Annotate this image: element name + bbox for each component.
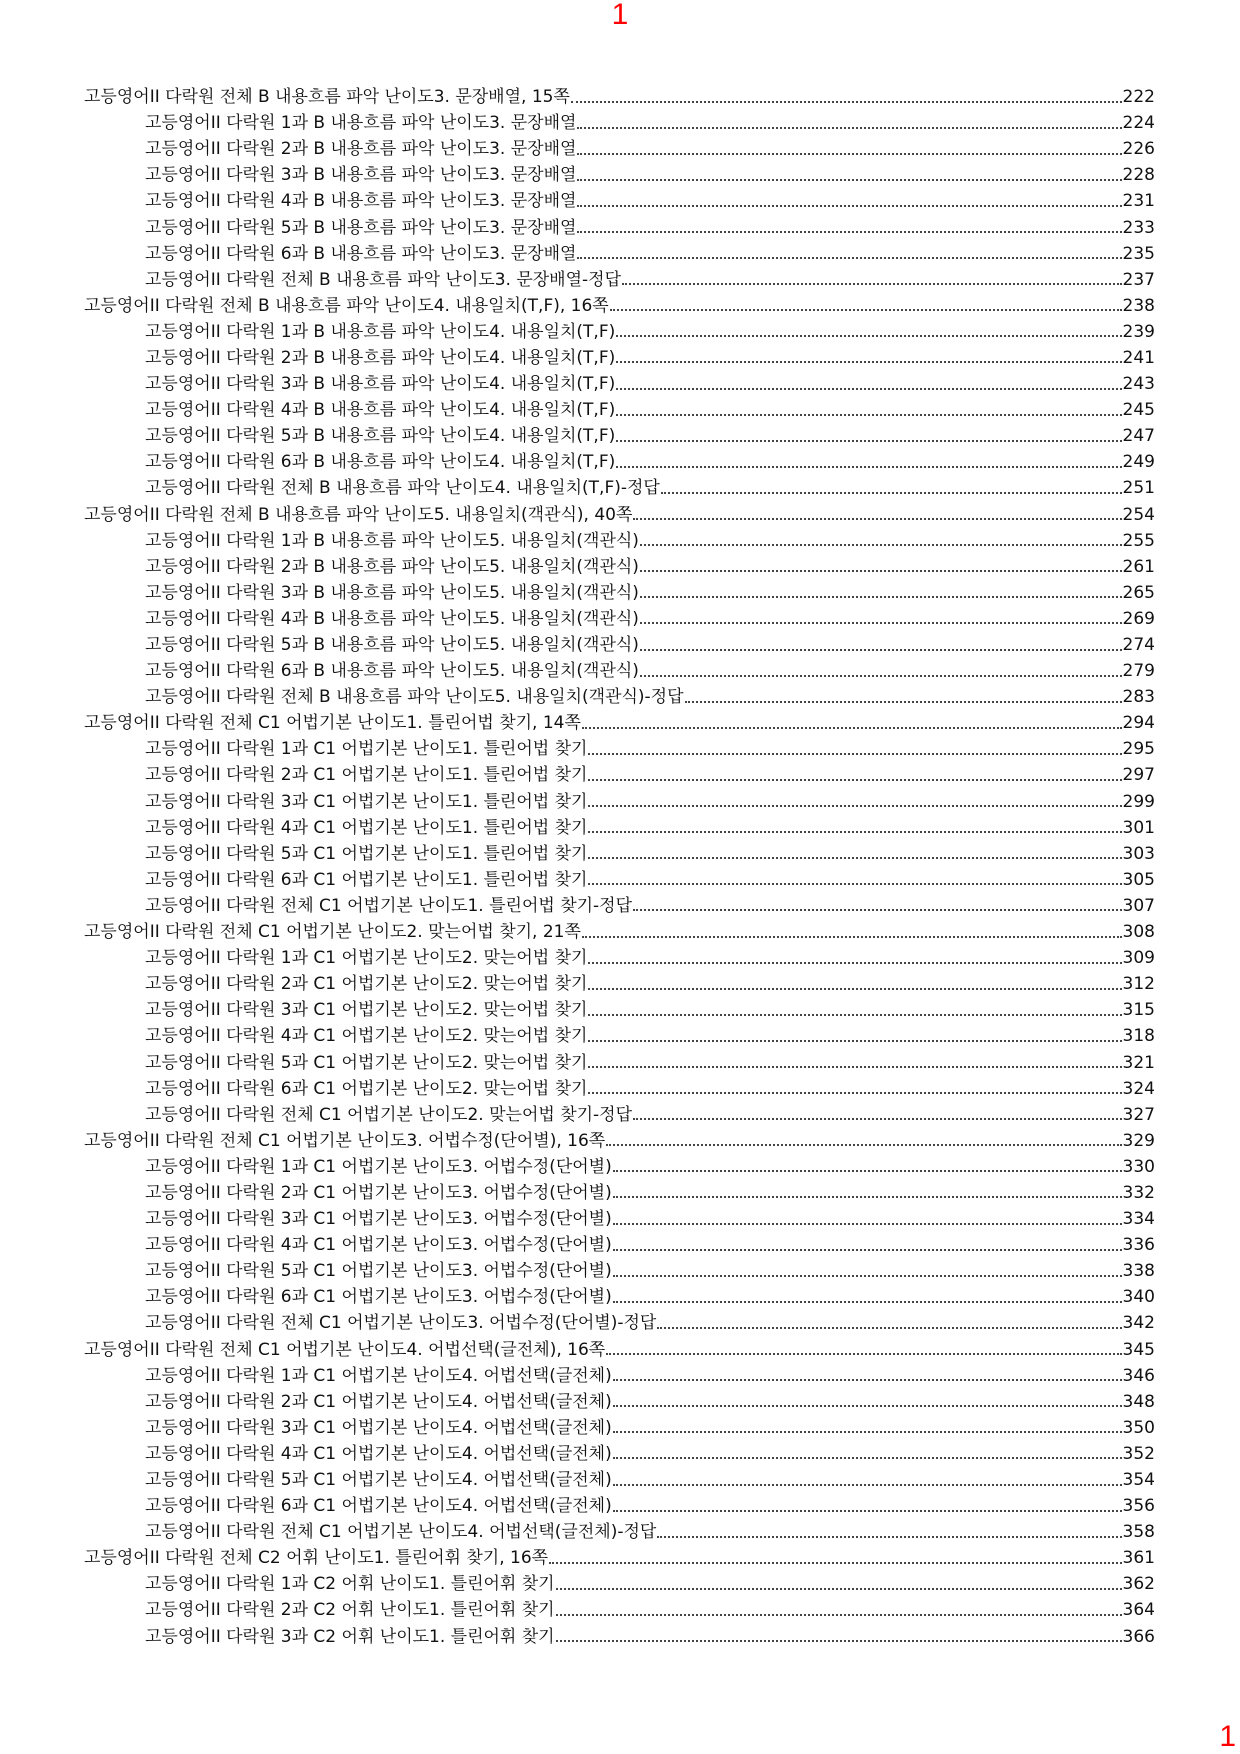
dot-leader bbox=[613, 1169, 1122, 1172]
toc-entry-title: 고등영어II 다락원 4과 B 내용흐름 파악 난이도3. 문장배열 bbox=[145, 191, 577, 212]
dot-leader bbox=[616, 334, 1121, 337]
toc-entry-page-number: 332 bbox=[1122, 1182, 1155, 1203]
toc-subentry[interactable] bbox=[0, 1415, 1240, 1441]
toc-entry-title: 고등영어II 다락원 전체 C1 어법기본 난이도4. 어법선택(글전체), 16쪽 bbox=[84, 1339, 606, 1360]
dot-leader bbox=[588, 987, 1121, 990]
dot-leader bbox=[616, 387, 1121, 390]
toc-section-entry[interactable] bbox=[0, 502, 1240, 528]
dot-leader bbox=[613, 1378, 1122, 1381]
dot-leader bbox=[616, 439, 1121, 442]
dot-leader bbox=[588, 1039, 1121, 1042]
toc-entry-title: 고등영어II 다락원 3과 C1 어법기본 난이도1. 틀린어법 찾기 bbox=[145, 791, 588, 812]
toc-entry-title: 고등영어II 다락원 5과 C1 어법기본 난이도1. 틀린어법 찾기 bbox=[145, 843, 588, 864]
toc-entry-title: 고등영어II 다락원 전체 C1 어법기본 난이도3. 어법수정(단어별), 16쪽 bbox=[84, 1130, 606, 1151]
toc-entry-page-number: 329 bbox=[1122, 1130, 1155, 1151]
toc-entry-title: 고등영어II 다락원 2과 C1 어법기본 난이도3. 어법수정(단어별) bbox=[145, 1182, 612, 1203]
toc-subentry[interactable] bbox=[0, 1206, 1240, 1232]
toc-entry-page-number: 239 bbox=[1122, 321, 1155, 342]
dot-leader bbox=[613, 1274, 1122, 1277]
toc-subentry[interactable] bbox=[0, 893, 1240, 919]
toc-subentry[interactable] bbox=[0, 267, 1240, 293]
toc-subentry[interactable] bbox=[0, 1023, 1240, 1049]
toc-subentry[interactable] bbox=[0, 841, 1240, 867]
toc-entry-page-number: 297 bbox=[1122, 765, 1155, 786]
toc-entry-title: 고등영어II 다락원 1과 B 내용흐름 파악 난이도4. 내용일치(T,F) bbox=[145, 321, 616, 342]
toc-entry-title: 고등영어II 다락원 전체 C1 어법기본 난이도1. 틀린어법 찾기-정답 bbox=[145, 895, 633, 916]
toc-entry-page-number: 247 bbox=[1122, 426, 1155, 447]
toc-entry-page-number: 301 bbox=[1122, 817, 1155, 838]
toc-entry-page-number: 361 bbox=[1122, 1548, 1155, 1569]
toc-entry-page-number: 274 bbox=[1122, 635, 1155, 656]
toc-subentry[interactable] bbox=[0, 945, 1240, 971]
toc-entry-title: 고등영어II 다락원 5과 B 내용흐름 파악 난이도5. 내용일치(객관식) bbox=[145, 635, 639, 656]
dot-leader bbox=[616, 360, 1121, 363]
toc-subentry[interactable] bbox=[0, 188, 1240, 214]
dot-leader bbox=[606, 1143, 1121, 1146]
toc-subentry[interactable] bbox=[0, 1284, 1240, 1310]
dot-leader bbox=[633, 517, 1121, 520]
toc-entry-title: 고등영어II 다락원 2과 C2 어휘 난이도1. 틀린어휘 찾기 bbox=[145, 1600, 555, 1621]
dot-leader bbox=[613, 1430, 1122, 1433]
toc-entry-page-number: 251 bbox=[1122, 478, 1155, 499]
toc-entry-title: 고등영어II 다락원 전체 C1 어법기본 난이도3. 어법수정(단어별)-정답 bbox=[145, 1313, 657, 1334]
toc-entry-page-number: 283 bbox=[1122, 687, 1155, 708]
toc-subentry[interactable] bbox=[0, 423, 1240, 449]
toc-subentry[interactable] bbox=[0, 371, 1240, 397]
toc-entry-title: 고등영어II 다락원 5과 C1 어법기본 난이도3. 어법수정(단어별) bbox=[145, 1261, 612, 1282]
toc-entry-page-number: 327 bbox=[1122, 1104, 1155, 1125]
toc-entry-page-number: 245 bbox=[1122, 400, 1155, 421]
toc-section-entry[interactable] bbox=[0, 1337, 1240, 1363]
dot-leader bbox=[661, 491, 1122, 494]
dot-leader bbox=[588, 804, 1121, 807]
toc-entry-title: 고등영어II 다락원 4과 C1 어법기본 난이도4. 어법선택(글전체) bbox=[145, 1443, 612, 1464]
toc-subentry[interactable] bbox=[0, 1441, 1240, 1467]
toc-entry-page-number: 336 bbox=[1122, 1235, 1155, 1256]
toc-subentry[interactable] bbox=[0, 1571, 1240, 1597]
dot-leader bbox=[588, 752, 1121, 755]
toc-entry-page-number: 308 bbox=[1122, 922, 1155, 943]
toc-subentry[interactable] bbox=[0, 1180, 1240, 1206]
toc-entry-page-number: 299 bbox=[1122, 791, 1155, 812]
dot-leader bbox=[640, 595, 1122, 598]
dot-leader bbox=[633, 1117, 1122, 1120]
toc-subentry[interactable] bbox=[0, 241, 1240, 267]
toc-entry-title: 고등영어II 다락원 5과 B 내용흐름 파악 난이도4. 내용일치(T,F) bbox=[145, 426, 616, 447]
dot-leader bbox=[588, 961, 1121, 964]
toc-entry-title: 고등영어II 다락원 3과 C1 어법기본 난이도4. 어법선택(글전체) bbox=[145, 1417, 612, 1438]
toc-entry-page-number: 261 bbox=[1122, 556, 1155, 577]
toc-entry-title: 고등영어II 다락원 1과 C1 어법기본 난이도3. 어법수정(단어별) bbox=[145, 1156, 612, 1177]
toc-entry-title: 고등영어II 다락원 3과 C1 어법기본 난이도2. 맞는어법 찾기 bbox=[145, 1000, 588, 1021]
toc-section-entry[interactable] bbox=[0, 710, 1240, 736]
dot-leader bbox=[640, 621, 1122, 624]
toc-subentry[interactable] bbox=[0, 1493, 1240, 1519]
toc-entry-title: 고등영어II 다락원 전체 B 내용흐름 파악 난이도5. 내용일치(객관식), 40쪽 bbox=[84, 504, 633, 525]
toc-entry-page-number: 358 bbox=[1122, 1522, 1155, 1543]
toc-entry-title: 고등영어II 다락원 2과 B 내용흐름 파악 난이도3. 문장배열 bbox=[145, 139, 577, 160]
toc-entry-page-number: 315 bbox=[1122, 1000, 1155, 1021]
toc-entry-title: 고등영어II 다락원 1과 C1 어법기본 난이도4. 어법선택(글전체) bbox=[145, 1365, 612, 1386]
dot-leader bbox=[588, 856, 1121, 859]
toc-entry-title: 고등영어II 다락원 2과 C1 어법기본 난이도4. 어법선택(글전체) bbox=[145, 1391, 612, 1412]
toc-subentry[interactable] bbox=[0, 1467, 1240, 1493]
dot-leader bbox=[613, 1404, 1122, 1407]
toc-entry-title: 고등영어II 다락원 6과 C1 어법기본 난이도3. 어법수정(단어별) bbox=[145, 1287, 612, 1308]
toc-entry-page-number: 362 bbox=[1122, 1574, 1155, 1595]
toc-subentry[interactable] bbox=[0, 736, 1240, 762]
toc-subentry[interactable] bbox=[0, 580, 1240, 606]
toc-entry-page-number: 334 bbox=[1122, 1209, 1155, 1230]
toc-entry-title: 고등영어II 다락원 전체 C1 어법기본 난이도2. 맞는어법 찾기-정답 bbox=[145, 1104, 633, 1125]
dot-leader bbox=[613, 1483, 1122, 1486]
toc-entry-title: 고등영어II 다락원 3과 C2 어휘 난이도1. 틀린어휘 찾기 bbox=[145, 1626, 555, 1647]
dot-leader bbox=[613, 1456, 1122, 1459]
toc-entry-title: 고등영어II 다락원 전체 B 내용흐름 파악 난이도3. 문장배열, 15쪽 bbox=[84, 87, 570, 108]
toc-subentry[interactable] bbox=[0, 1519, 1240, 1545]
toc-entry-title: 고등영어II 다락원 전체 B 내용흐름 파악 난이도4. 내용일치(T,F), 16쪽 bbox=[84, 295, 609, 316]
dot-leader bbox=[613, 1248, 1122, 1251]
toc-subentry[interactable] bbox=[0, 110, 1240, 136]
toc-entry-page-number: 309 bbox=[1122, 948, 1155, 969]
dot-leader bbox=[577, 256, 1121, 259]
toc-section-entry[interactable] bbox=[0, 293, 1240, 319]
dot-leader bbox=[657, 1535, 1121, 1538]
dot-leader bbox=[582, 726, 1122, 729]
dot-leader bbox=[556, 1613, 1122, 1616]
toc-subentry[interactable] bbox=[0, 815, 1240, 841]
toc-entry-title: 고등영어II 다락원 6과 C1 어법기본 난이도2. 맞는어법 찾기 bbox=[145, 1078, 588, 1099]
toc-entry-title: 고등영어II 다락원 전체 C1 어법기본 난이도2. 맞는어법 찾기, 21쪽 bbox=[84, 922, 581, 943]
dot-leader bbox=[610, 308, 1122, 311]
toc-entry-title: 고등영어II 다락원 1과 B 내용흐름 파악 난이도5. 내용일치(객관식) bbox=[145, 530, 639, 551]
dot-leader bbox=[622, 282, 1122, 285]
dot-leader bbox=[588, 1013, 1121, 1016]
toc-entry-title: 고등영어II 다락원 5과 C1 어법기본 난이도2. 맞는어법 찾기 bbox=[145, 1052, 588, 1073]
dot-leader bbox=[571, 100, 1122, 103]
table-of-contents bbox=[0, 84, 1240, 1650]
toc-entry-page-number: 312 bbox=[1122, 974, 1155, 995]
toc-entry-page-number: 294 bbox=[1122, 713, 1155, 734]
dot-leader bbox=[556, 1587, 1122, 1590]
toc-entry-page-number: 226 bbox=[1122, 139, 1155, 160]
toc-entry-title: 고등영어II 다락원 6과 B 내용흐름 파악 난이도4. 내용일치(T,F) bbox=[145, 452, 616, 473]
toc-entry-page-number: 233 bbox=[1122, 217, 1155, 238]
dot-leader bbox=[606, 1352, 1121, 1355]
dot-leader bbox=[577, 230, 1121, 233]
toc-subentry[interactable] bbox=[0, 1597, 1240, 1623]
toc-section-entry[interactable] bbox=[0, 1545, 1240, 1571]
toc-entry-title: 고등영어II 다락원 4과 C1 어법기본 난이도3. 어법수정(단어별) bbox=[145, 1235, 612, 1256]
dot-leader bbox=[549, 1561, 1121, 1564]
dot-leader bbox=[640, 648, 1122, 651]
toc-entry-page-number: 243 bbox=[1122, 374, 1155, 395]
toc-entry-title: 고등영어II 다락원 전체 C1 어법기본 난이도4. 어법선택(글전체)-정답 bbox=[145, 1522, 657, 1543]
toc-entry-title: 고등영어II 다락원 전체 B 내용흐름 파악 난이도4. 내용일치(T,F)-정답 bbox=[145, 478, 660, 499]
toc-section-entry[interactable] bbox=[0, 84, 1240, 110]
toc-entry-page-number: 254 bbox=[1122, 504, 1155, 525]
toc-entry-page-number: 364 bbox=[1122, 1600, 1155, 1621]
toc-entry-title: 고등영어II 다락원 전체 C1 어법기본 난이도1. 틀린어법 찾기, 14쪽 bbox=[84, 713, 581, 734]
dot-leader bbox=[588, 830, 1121, 833]
dot-leader bbox=[613, 1195, 1122, 1198]
dot-leader bbox=[613, 1300, 1122, 1303]
toc-entry-title: 고등영어II 다락원 1과 B 내용흐름 파악 난이도3. 문장배열 bbox=[145, 113, 577, 134]
toc-entry-page-number: 366 bbox=[1122, 1626, 1155, 1647]
toc-entry-title: 고등영어II 다락원 4과 B 내용흐름 파악 난이도5. 내용일치(객관식) bbox=[145, 608, 639, 629]
dot-leader bbox=[685, 700, 1122, 703]
toc-subentry[interactable] bbox=[0, 762, 1240, 788]
dot-leader bbox=[577, 126, 1121, 129]
toc-entry-title: 고등영어II 다락원 3과 B 내용흐름 파악 난이도4. 내용일치(T,F) bbox=[145, 374, 616, 395]
toc-entry-page-number: 305 bbox=[1122, 869, 1155, 890]
toc-entry-title: 고등영어II 다락원 2과 C1 어법기본 난이도1. 틀린어법 찾기 bbox=[145, 765, 588, 786]
dot-leader bbox=[556, 1639, 1122, 1642]
toc-subentry[interactable] bbox=[0, 554, 1240, 580]
dot-leader bbox=[588, 882, 1121, 885]
toc-entry-page-number: 265 bbox=[1122, 582, 1155, 603]
toc-entry-page-number: 269 bbox=[1122, 608, 1155, 629]
toc-section-entry[interactable] bbox=[0, 919, 1240, 945]
toc-subentry[interactable] bbox=[0, 789, 1240, 815]
toc-entry-title: 고등영어II 다락원 5과 B 내용흐름 파악 난이도3. 문장배열 bbox=[145, 217, 577, 238]
toc-entry-page-number: 255 bbox=[1122, 530, 1155, 551]
toc-entry-page-number: 342 bbox=[1122, 1313, 1155, 1334]
toc-entry-page-number: 352 bbox=[1122, 1443, 1155, 1464]
toc-entry-title: 고등영어II 다락원 전체 B 내용흐름 파악 난이도5. 내용일치(객관식)-정답 bbox=[145, 687, 684, 708]
toc-entry-page-number: 348 bbox=[1122, 1391, 1155, 1412]
toc-subentry[interactable] bbox=[0, 606, 1240, 632]
dot-leader bbox=[588, 1091, 1121, 1094]
toc-entry-page-number: 307 bbox=[1122, 895, 1155, 916]
toc-entry-page-number: 241 bbox=[1122, 347, 1155, 368]
toc-subentry[interactable] bbox=[0, 1102, 1240, 1128]
toc-entry-page-number: 345 bbox=[1122, 1339, 1155, 1360]
dot-leader bbox=[582, 935, 1122, 938]
toc-entry-title: 고등영어II 다락원 5과 C1 어법기본 난이도4. 어법선택(글전체) bbox=[145, 1470, 612, 1491]
dot-leader bbox=[640, 674, 1122, 677]
toc-entry-page-number: 237 bbox=[1122, 269, 1155, 290]
toc-subentry[interactable] bbox=[0, 528, 1240, 554]
toc-entry-title: 고등영어II 다락원 6과 C1 어법기본 난이도4. 어법선택(글전체) bbox=[145, 1496, 612, 1517]
toc-entry-title: 고등영어II 다락원 1과 C2 어휘 난이도1. 틀린어휘 찾기 bbox=[145, 1574, 555, 1595]
toc-subentry[interactable] bbox=[0, 997, 1240, 1023]
page-number-bottom: 1 bbox=[1219, 1720, 1236, 1753]
toc-entry-page-number: 346 bbox=[1122, 1365, 1155, 1386]
toc-entry-page-number: 303 bbox=[1122, 843, 1155, 864]
dot-leader bbox=[613, 1222, 1122, 1225]
toc-entry-title: 고등영어II 다락원 6과 B 내용흐름 파악 난이도3. 문장배열 bbox=[145, 243, 577, 264]
dot-leader bbox=[577, 178, 1121, 181]
toc-entry-title: 고등영어II 다락원 3과 B 내용흐름 파악 난이도5. 내용일치(객관식) bbox=[145, 582, 639, 603]
toc-subentry[interactable] bbox=[0, 345, 1240, 371]
toc-subentry[interactable] bbox=[0, 319, 1240, 345]
toc-entry-page-number: 356 bbox=[1122, 1496, 1155, 1517]
toc-entry-page-number: 224 bbox=[1122, 113, 1155, 134]
dot-leader bbox=[616, 465, 1121, 468]
toc-subentry[interactable] bbox=[0, 475, 1240, 501]
toc-entry-page-number: 235 bbox=[1122, 243, 1155, 264]
toc-subentry[interactable] bbox=[0, 971, 1240, 997]
dot-leader bbox=[657, 1326, 1121, 1329]
toc-entry-title: 고등영어II 다락원 4과 C1 어법기본 난이도2. 맞는어법 찾기 bbox=[145, 1026, 588, 1047]
dot-leader bbox=[577, 152, 1121, 155]
dot-leader bbox=[588, 1065, 1121, 1068]
page-number-top: 1 bbox=[611, 0, 629, 31]
toc-section-entry[interactable] bbox=[0, 1128, 1240, 1154]
dot-leader bbox=[640, 543, 1122, 546]
toc-entry-page-number: 279 bbox=[1122, 661, 1155, 682]
toc-subentry[interactable] bbox=[0, 1232, 1240, 1258]
toc-subentry[interactable] bbox=[0, 658, 1240, 684]
toc-entry-title: 고등영어II 다락원 3과 B 내용흐름 파악 난이도3. 문장배열 bbox=[145, 165, 577, 186]
toc-entry-page-number: 295 bbox=[1122, 739, 1155, 760]
toc-subentry[interactable] bbox=[0, 136, 1240, 162]
toc-subentry[interactable] bbox=[0, 1258, 1240, 1284]
toc-entry-title: 고등영어II 다락원 6과 B 내용흐름 파악 난이도5. 내용일치(객관식) bbox=[145, 661, 639, 682]
toc-entry-title: 고등영어II 다락원 2과 C1 어법기본 난이도2. 맞는어법 찾기 bbox=[145, 974, 588, 995]
dot-leader bbox=[633, 908, 1122, 911]
toc-subentry[interactable] bbox=[0, 1154, 1240, 1180]
toc-entry-page-number: 231 bbox=[1122, 191, 1155, 212]
toc-subentry[interactable] bbox=[0, 449, 1240, 475]
toc-entry-page-number: 340 bbox=[1122, 1287, 1155, 1308]
toc-subentry[interactable] bbox=[0, 1624, 1240, 1650]
toc-entry-page-number: 350 bbox=[1122, 1417, 1155, 1438]
toc-subentry[interactable] bbox=[0, 397, 1240, 423]
toc-subentry[interactable] bbox=[0, 1389, 1240, 1415]
toc-entry-page-number: 330 bbox=[1122, 1156, 1155, 1177]
toc-subentry[interactable] bbox=[0, 1310, 1240, 1336]
toc-subentry[interactable] bbox=[0, 632, 1240, 658]
toc-entry-title: 고등영어II 다락원 4과 C1 어법기본 난이도1. 틀린어법 찾기 bbox=[145, 817, 588, 838]
toc-entry-title: 고등영어II 다락원 4과 B 내용흐름 파악 난이도4. 내용일치(T,F) bbox=[145, 400, 616, 421]
toc-subentry[interactable] bbox=[0, 1363, 1240, 1389]
toc-entry-page-number: 318 bbox=[1122, 1026, 1155, 1047]
dot-leader bbox=[616, 413, 1121, 416]
toc-entry-title: 고등영어II 다락원 3과 C1 어법기본 난이도3. 어법수정(단어별) bbox=[145, 1209, 612, 1230]
toc-entry-page-number: 249 bbox=[1122, 452, 1155, 473]
toc-entry-title: 고등영어II 다락원 1과 C1 어법기본 난이도2. 맞는어법 찾기 bbox=[145, 948, 588, 969]
toc-subentry[interactable] bbox=[0, 162, 1240, 188]
toc-entry-page-number: 321 bbox=[1122, 1052, 1155, 1073]
toc-subentry[interactable] bbox=[0, 684, 1240, 710]
toc-entry-title: 고등영어II 다락원 전체 C2 어휘 난이도1. 틀린어휘 찾기, 16쪽 bbox=[84, 1548, 549, 1569]
dot-leader bbox=[577, 204, 1121, 207]
toc-entry-page-number: 238 bbox=[1122, 295, 1155, 316]
toc-entry-title: 고등영어II 다락원 2과 B 내용흐름 파악 난이도4. 내용일치(T,F) bbox=[145, 347, 616, 368]
dot-leader bbox=[640, 569, 1122, 572]
toc-entry-title: 고등영어II 다락원 6과 C1 어법기본 난이도1. 틀린어법 찾기 bbox=[145, 869, 588, 890]
dot-leader bbox=[613, 1509, 1122, 1512]
toc-entry-page-number: 222 bbox=[1122, 87, 1155, 108]
toc-subentry[interactable] bbox=[0, 1076, 1240, 1102]
toc-entry-page-number: 354 bbox=[1122, 1470, 1155, 1491]
toc-entry-title: 고등영어II 다락원 1과 C1 어법기본 난이도1. 틀린어법 찾기 bbox=[145, 739, 588, 760]
toc-entry-page-number: 228 bbox=[1122, 165, 1155, 186]
toc-entry-title: 고등영어II 다락원 2과 B 내용흐름 파악 난이도5. 내용일치(객관식) bbox=[145, 556, 639, 577]
toc-subentry[interactable] bbox=[0, 867, 1240, 893]
dot-leader bbox=[588, 778, 1121, 781]
toc-entry-page-number: 338 bbox=[1122, 1261, 1155, 1282]
toc-subentry[interactable] bbox=[0, 1049, 1240, 1075]
toc-subentry[interactable] bbox=[0, 214, 1240, 240]
toc-entry-page-number: 324 bbox=[1122, 1078, 1155, 1099]
toc-entry-title: 고등영어II 다락원 전체 B 내용흐름 파악 난이도3. 문장배열-정답 bbox=[145, 269, 621, 290]
